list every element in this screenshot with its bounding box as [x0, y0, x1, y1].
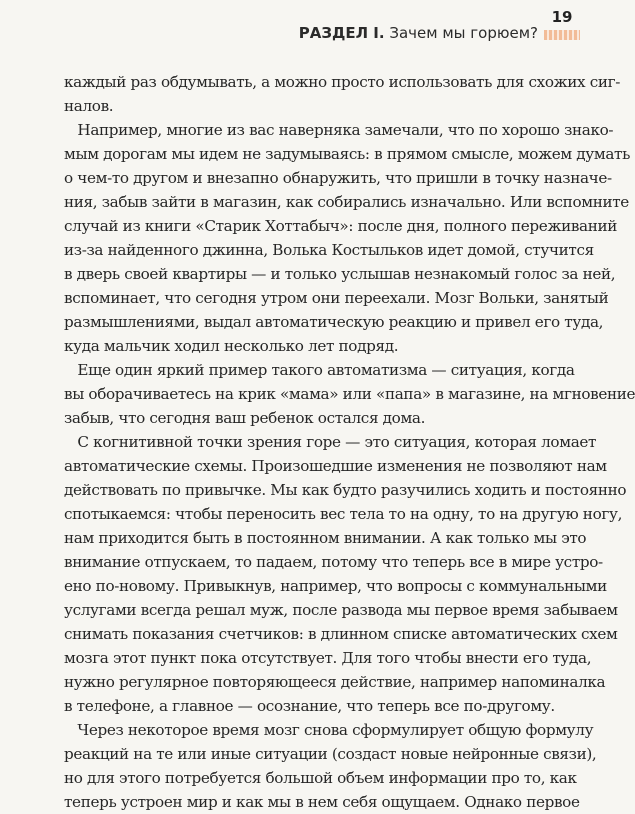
text-line: каждый раз обдумывать, а можно просто использовать для схожих сиг- [64, 73, 621, 91]
body-text [64, 70, 635, 814]
text-line: мым дорогам мы идем не задумываясь: в прямом смысле, можем думать [64, 145, 630, 163]
decorative-bar [544, 30, 580, 40]
text-line: нужно регулярное повторяющееся действие, например напоминалка [64, 673, 606, 691]
text-line: автоматические схемы. Произошедшие изменения не позволяют нам [64, 457, 607, 475]
text-line: вспоминает, что сегодня утром они переехали. Мозг Вольки, занятый [64, 289, 609, 307]
text-line: ния, забыв зайти в магазин, как собирались изначально. Или вспомните [64, 193, 629, 211]
text-line: ено по-новому. Привыкнув, например, что вопросы с коммунальными [64, 577, 607, 595]
text-line: нам приходится быть в постоянном внимании. А как только мы это [64, 529, 587, 547]
page-number: 19 [551, 8, 573, 26]
text-line: мозга этот пункт пока отсутствует. Для того чтобы внести его туда, [64, 649, 592, 667]
text-line: теперь устроен мир и как мы в нем себя ощущаем. Однако первое [64, 793, 580, 811]
text-line: Например, многие из вас наверняка замечали, что по хорошо знако- [64, 121, 614, 139]
section-label: РАЗДЕЛ I. [298, 24, 385, 42]
text-line: о чем-то другом и внезапно обнаружить, что пришли в точку назначе- [64, 169, 612, 187]
chapter-title: Зачем мы горюем? [389, 24, 538, 42]
text-line: вы оборачиваетесь на крик «мама» или «папа» в магазине, на мгновение [64, 385, 635, 403]
running-header-title [299, 24, 538, 42]
text-line: Через некоторое время мозг снова сформулирует общую формулу [64, 721, 594, 739]
running-header [299, 8, 580, 42]
text-line: С когнитивной точки зрения горе — это ситуация, которая ломает [64, 433, 597, 451]
text-line: куда мальчик ходил несколько лет подряд. [64, 337, 399, 355]
page-number-block [544, 8, 580, 40]
text-line: внимание отпускаем, то падаем, потому что теперь все в мире устро- [64, 553, 603, 571]
text-line: налов. [64, 97, 114, 115]
text-line: Еще один яркий пример такого автоматизма — ситуация, когда [64, 361, 575, 379]
text-line: реакций на те или иные ситуации (создаст новые нейронные связи), [64, 745, 597, 763]
text-line: действовать по привычке. Мы как будто разучились ходить и постоянно [64, 481, 627, 499]
text-line: забыв, что сегодня ваш ребенок остался дома. [64, 409, 426, 427]
text-line: услугами всегда решал муж, после развода мы первое время забываем [64, 601, 618, 619]
text-line: но для этого потребуется большой объем информации про то, как [64, 769, 577, 787]
text-line: снимать показания счетчиков: в длинном списке автоматических схем [64, 625, 618, 643]
text-line: из-за найденного джинна, Волька Костыльков идет домой, стучится [64, 241, 594, 259]
text-line: в телефоне, а главное — осознание, что теперь все по-другому. [64, 697, 555, 715]
text-line: размышлениями, выдал автоматическую реакцию и привел его туда, [64, 313, 604, 331]
text-line: в дверь своей квартиры — и только услышав незнакомый голос за ней, [64, 265, 616, 283]
text-line: случай из книги «Старик Хоттабыч»: после дня, полного переживаний [64, 217, 618, 235]
text-line: спотыкаемся: чтобы переносить вес тела то на одну, то на другую ногу, [64, 505, 623, 523]
